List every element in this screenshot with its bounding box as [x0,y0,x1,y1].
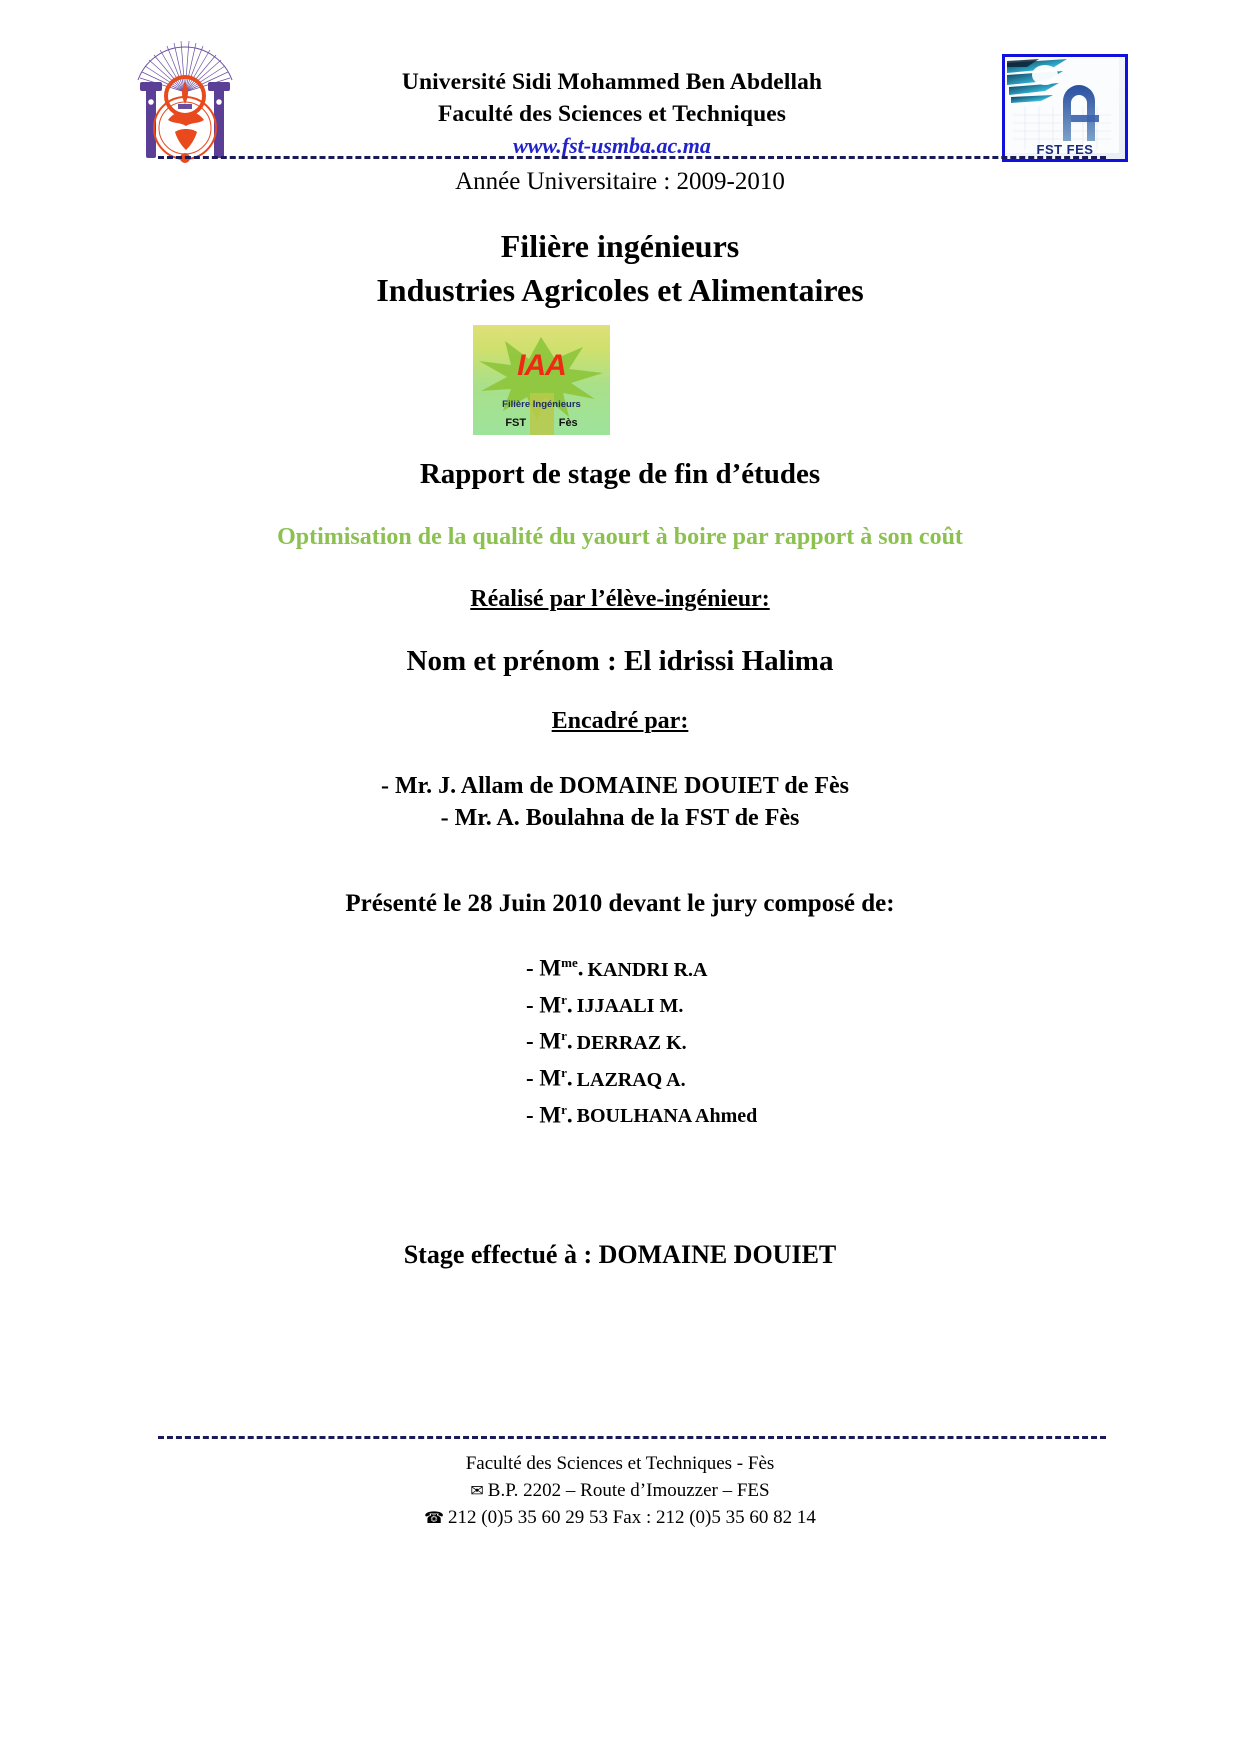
jury-member-superscript: r [561,991,567,1007]
iaa-logo-foot-left: FST [505,417,527,429]
iaa-logo-subtitle: Filière Ingénieurs [502,399,581,410]
jury-list [0,948,1240,1131]
jury-member-superscript: r [561,1064,567,1080]
jury-member-superscript: r [561,1028,567,1044]
fst-fes-logo-label: FST FES [1036,142,1094,157]
iaa-logo-footer [473,417,610,429]
realized-by-label [0,586,1240,613]
fst-fes-logo-icon [1002,54,1128,162]
jury-member [526,1058,926,1095]
telephone-icon: ☎ [424,1508,445,1527]
internship-location: Stage effectué à : DOMAINE DOUIET [403,1240,837,1269]
page-footer [0,1450,1240,1531]
footer-phone: 212 (0)5 35 60 29 53 Fax : 212 (0)5 35 60 82 14 [448,1507,816,1528]
university-title-block [282,66,942,161]
iaa-logo-foot-right: Fès [558,417,578,429]
jury-member-separator: . [566,992,573,1018]
jury-member-prefix: - M [526,992,562,1018]
footer-faculty: Faculté des Sciences et Techniques - Fès [465,1453,775,1474]
report-type: Rapport de stage de fin d’études [419,458,821,490]
jury-member-name: BOULHANA Ahmed [576,1105,758,1128]
faculty-name: Faculté des Sciences et Techniques [437,101,787,127]
defense-line: Présenté le 28 Juin 2010 devant le jury composé de: [345,890,895,917]
iaa-program-logo-icon [473,325,610,435]
jury-member-separator: . [577,955,584,981]
university-name: Université Sidi Mohammed Ben Abdellah [401,69,823,95]
university-website[interactable]: www.fst-usmba.ac.ma [513,133,711,158]
jury-member [526,1021,926,1058]
jury-member-superscript: me [561,955,578,970]
jury-member-name: DERRAZ K. [576,1031,687,1054]
jury-member-separator: . [566,1028,573,1054]
jury-member [526,948,926,985]
supervised-by-label [0,708,1240,735]
jury-member-prefix: - M [526,1028,562,1054]
mail-icon: ✉ [470,1481,484,1500]
academic-year: Année Universitaire : 2009-2010 [455,168,785,195]
footer-divider [158,1436,1106,1439]
jury-member [526,1095,926,1132]
page-header [112,28,1128,156]
program-title-line2: Industries Agricoles et Alimentaires [376,272,864,308]
report-title: Optimisation de la qualité du yaourt à boire par rapport à son coût [277,524,963,550]
jury-member [526,985,926,1022]
supervisor-item: - Mr. A. Boulahna de la FST de Fès [440,805,800,831]
supervisor-item: - Mr. J. Allam de DOMAINE DOUIET de Fès [381,773,849,799]
jury-member-separator: . [566,1065,573,1091]
footer-phone-row [0,1504,1240,1531]
jury-member-separator: . [566,1102,573,1128]
supervisor-list [0,770,1240,834]
jury-member-name: KANDRI R.A [587,958,708,981]
jury-member-prefix: - M [526,955,562,981]
university-emblem-icon [120,30,250,166]
jury-member-name: LAZRAQ A. [576,1068,686,1091]
program-title [0,224,1240,312]
realized-by-label-text: Réalisé par l’élève-ingénieur: [470,586,770,612]
supervised-by-label-text: Encadré par: [551,708,689,734]
footer-address: B.P. 2202 – Route d’Imouzzer – FES [487,1480,770,1501]
jury-member-prefix: - M [526,1102,562,1128]
jury-member-prefix: - M [526,1065,562,1091]
footer-address-row [0,1477,1240,1504]
jury-member-superscript: r [561,1101,567,1117]
program-title-line1: Filière ingénieurs [500,228,740,264]
jury-member-name: IJJAALI M. [576,995,684,1018]
iaa-logo-acronym: IAA [517,349,566,382]
header-divider [158,156,1106,159]
student-name: Nom et prénom : El idrissi Halima [406,645,834,677]
